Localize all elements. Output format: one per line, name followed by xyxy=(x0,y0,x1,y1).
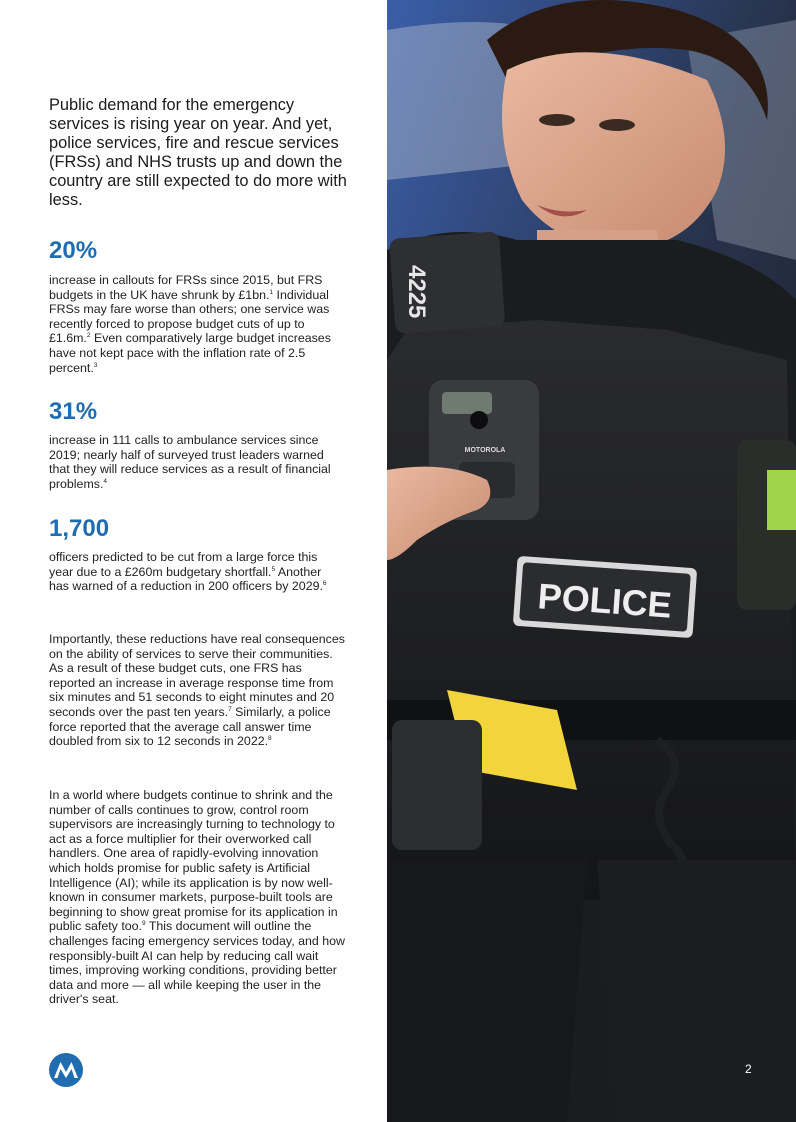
camera-brand: MOTOROLA xyxy=(464,447,506,454)
stat-number-callouts: 20% xyxy=(49,237,98,264)
stat-number-ambulance: 31% xyxy=(49,398,98,425)
vest-label: POLICE xyxy=(536,575,674,626)
intro-paragraph: Public demand for the emergency services is rising year on year. And yet, police services, fire and rescue services (FRSs) and NHS trusts up and down the country are still expected to do more with less. xyxy=(49,96,347,209)
stat-text-ambulance: increase in 111 calls to ambulance services since 2019; nearly half of surveyed trust leaders warned that they will reduce services as a result of financial problems.$^4$ xyxy=(49,433,331,491)
officer-photo xyxy=(387,0,796,1122)
page-number: 2 xyxy=(745,1062,752,1076)
body-paragraph-consequences: Importantly, these reductions have real consequences on the ability of services to serve their communities. As a result of these budget cuts, one FRS has reported an increase in average response time from six minutes and 51 seconds to eight minutes and 20 seconds over the past ten years.$^7$ Similarly, a police force reported that the average call answer time doubled from six to 12 seconds in 2022.$^8$ xyxy=(49,632,345,749)
stat-text-callouts: increase in callouts for FRSs since 2015, but FRS budgets in the UK have shrunk by £1bn.$^1$ Individual FRSs may fare worse than others; one service was recently forced to propose budget cuts of up to £1.6m.$^2$ Even comparatively large budget increases have not kept pace with the inflation rate of 2.5 percent.$^3$ xyxy=(49,273,331,375)
motorola-logo-icon xyxy=(49,1053,83,1087)
stat-text-officers: officers predicted to be cut from a large force this year due to a £260m budgetary shortfall.$^5$ Another has warned of a reduction in 200 officers by 2029.$^6$ xyxy=(49,550,327,594)
police-officer-illustration xyxy=(387,0,796,1122)
shoulder-number: 4225 xyxy=(403,265,430,319)
stat-number-officers: 1,700 xyxy=(49,515,110,542)
body-paragraph-ai: In a world where budgets continue to shrink and the number of calls continues to grow, control room supervisors are increasingly turning to technology to act as a force multiplier for their overworked call handlers. One area of rapidly-evolving innovation which holds promise for public safety is Artificial Intelligence (AI); while its application is by now well-known in consumer markets, purpose-built tools are beginning to show great promise for its application in public safety too.$^9$ This document will outline the challenges facing emergency services today, and how responsibly-built AI can help by reducing call wait times, improving working conditions, providing better data and more — all while keeping the user in the driver's seat. xyxy=(49,788,345,1007)
